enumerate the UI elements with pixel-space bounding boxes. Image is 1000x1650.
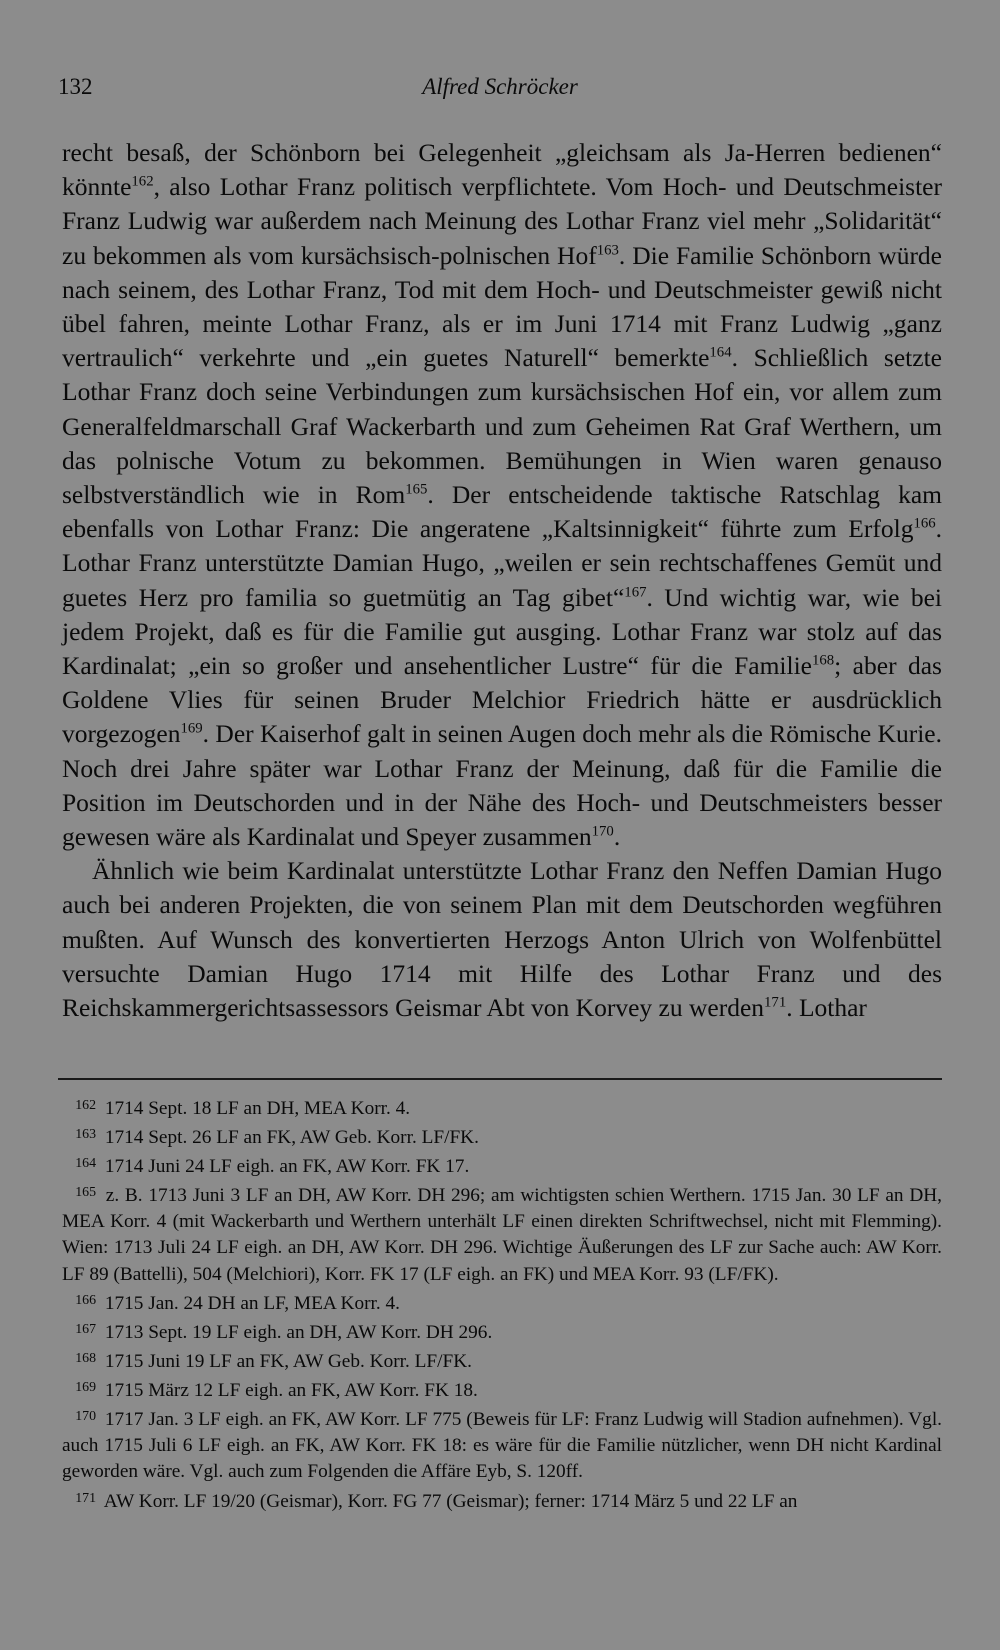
text-run: . Die Familie Schönborn würde nach seinem, des Lothar Franz, Tod mit dem Hoch- und Deutschmeister gewiß nicht übel fahren, meinte Lothar Franz, als er im Juni 1714 mit Franz Ludwig „ganz vertraulich“ verkehrte und „ein guetes Naturell“ bemerkte [62,240,942,373]
paragraph [62,136,942,854]
page-number: 132 [58,74,93,99]
footnote-reference[interactable]: 166 [913,515,936,532]
footnote-text: z. B. 1713 Juni 3 LF an DH, AW Korr. DH 296; am wichtigsten schien Werthern. 1715 Jan. 30 LF an DH, MEA Korr. 4 (mit Wackerbarth und Werthern unterhält LF einen direkten Schriftwechsel, nicht mit Flemming). Wien: 1713 Juli 24 LF eigh. an DH, AW Korr. DH 296. Wichtige Äußerungen des LF zur Sache auch: AW Korr. LF 89 (Battelli), 504 (Melchiori), Korr. FK 17 (LF eigh. an FK) und MEA Korr. 93 (LF/FK). [62,1185,942,1285]
footnotes [62,1093,942,1515]
footnote [62,1151,942,1180]
footnote-number: 170 [75,1409,96,1425]
footnote-reference[interactable]: 168 [812,652,835,669]
text-run: . Der entscheidende taktische Ratschlag kam ebenfalls von Lothar Franz: Die angeratene „Kaltsinnigkeit“ führte zum Erfolg [62,480,942,544]
footnote [62,1404,942,1485]
text-run: . Lothar [786,993,867,1023]
footnote-number: 163 [75,1127,96,1143]
footnote-text: 1713 Sept. 19 LF eigh. an DH, AW Korr. DH 296. [100,1321,493,1343]
footnote-reference[interactable]: 164 [709,344,732,361]
footnote-number: 169 [75,1380,96,1396]
footnote [62,1122,942,1151]
text-run: . Und wichtig war, wie bei jedem Projekt, daß es für die Familie gut ausging. Lothar Franz war stolz auf das Kardinalat; „ein so großer und ansehentlicher Lustre“ für die Familie [62,582,943,681]
footnote-text: 1714 Sept. 26 LF an FK, AW Geb. Korr. LF/FK. [100,1126,479,1148]
text-run: recht besaß, der Schönborn bei Gelegenheit „gleichsam als Ja-Herren bedienen“ könnte [62,138,942,202]
footnote-text: AW Korr. LF 19/20 (Geismar), Korr. FG 77 (Geismar); ferner: 1714 März 5 und 22 LF an [100,1490,798,1512]
footnote [62,1288,942,1317]
footnote-reference[interactable]: 162 [131,173,154,190]
footnote-number: 165 [75,1185,96,1201]
text-run: . [613,822,621,852]
footnote-reference[interactable]: 163 [596,242,619,259]
text-run: . Der Kaiserhof galt in seinen Augen doch mehr als die Römische Kurie. Noch drei Jahre später war Lothar Franz der Meinung, daß für die Familie die Position im Deutschorden und in der Nähe des Hoch- und Deutschmeisters besser gewesen wäre als Kardinalat und Speyer zusammen [62,719,942,852]
footnote-text: 1714 Sept. 18 LF an DH, MEA Korr. 4. [100,1097,411,1119]
footnote [62,1486,942,1515]
footnote-divider [58,1078,942,1080]
footnote-number: 162 [75,1098,96,1113]
footnote-text: 1715 Juni 19 LF an FK, AW Geb. Korr. LF/FK. [100,1350,472,1372]
text-run: . Lothar Franz unterstützte Damian Hugo, „weilen er sein rechtschaffenes Gemüt und guetes Herz pro familia so guetmütig an Tag gibet“ [62,514,942,612]
running-head: Alfred Schröcker [422,74,578,99]
footnote-text: 1717 Jan. 3 LF eigh. an FK, AW Korr. LF 775 (Beweis für LF: Franz Ludwig will Stadion aufnehmen). Vgl. auch 1715 Juli 6 LF eigh. an FK, AW Korr. FK 18: es wäre für die Familie nützlicher, wenn DH nicht Kardinal geworden wäre. Vgl. auch zum Folgenden die Affäre Eyb, S. 120ff. [62,1408,942,1483]
footnote [62,1317,942,1346]
text-run: , also Lothar Franz politisch verpflichtete. Vom Hoch- und Deutschmeister Franz Ludwig war außerdem nach Meinung des Lothar Franz viel mehr „Solidarität“ zu bekommen als vom kursächsisch-polnischen Hof [62,172,942,270]
paragraph [62,854,942,1025]
footnote-number: 164 [75,1156,96,1172]
footnote-number: 171 [75,1490,96,1506]
footnote-reference[interactable]: 165 [405,481,428,498]
footnote-number: 168 [75,1350,96,1366]
page-header [58,74,942,110]
footnote [62,1093,942,1122]
footnote [62,1180,942,1288]
footnote [62,1375,942,1404]
footnote-text: 1715 Jan. 24 DH an LF, MEA Korr. 4. [100,1292,400,1314]
footnote-reference[interactable]: 170 [591,823,614,840]
footnote-reference[interactable]: 167 [624,584,647,601]
text-run: Ähnlich wie beim Kardinalat unterstützte Lothar Franz den Neffen Damian Hugo auch bei anderen Projekten, die von seinem Plan mit dem Deutschorden wegführen mußten. Auf Wunsch des konvertierten Herzogs Anton Ulrich von Wolfenbüttel versuchte Damian Hugo 1714 mit Hilfe des Lothar Franz und des Reichskammergerichtsassessors Geismar Abt von Korvey zu werden [62,856,942,1023]
footnote-number: 166 [75,1292,96,1308]
footnote-text: 1714 Juni 24 LF eigh. an FK, AW Korr. FK 17. [100,1155,470,1177]
text-run: . Schließlich setzte Lothar Franz doch seine Verbindungen zum kursächsischen Hof ein, vor allem zum Generalfeldmarschall Graf Wackerbarth und zum Geheimen Rat Graf Werthern, um das polnische Votum zu bekommen. Bemühungen in Wien waren genauso selbstverständlich wie in Rom [62,343,942,510]
footnote-reference[interactable]: 171 [764,994,787,1011]
text-run: ; aber das Goldene Vlies für seinen Bruder Melchior Friedrich hätte er ausdrücklich vorgezogen [62,651,942,749]
footnote [62,1346,942,1375]
main-text [62,136,942,1025]
footnote-text: 1715 März 12 LF eigh. an FK, AW Korr. FK 18. [100,1379,478,1401]
footnote-number: 167 [75,1321,96,1337]
footnote-reference[interactable]: 169 [180,720,203,737]
